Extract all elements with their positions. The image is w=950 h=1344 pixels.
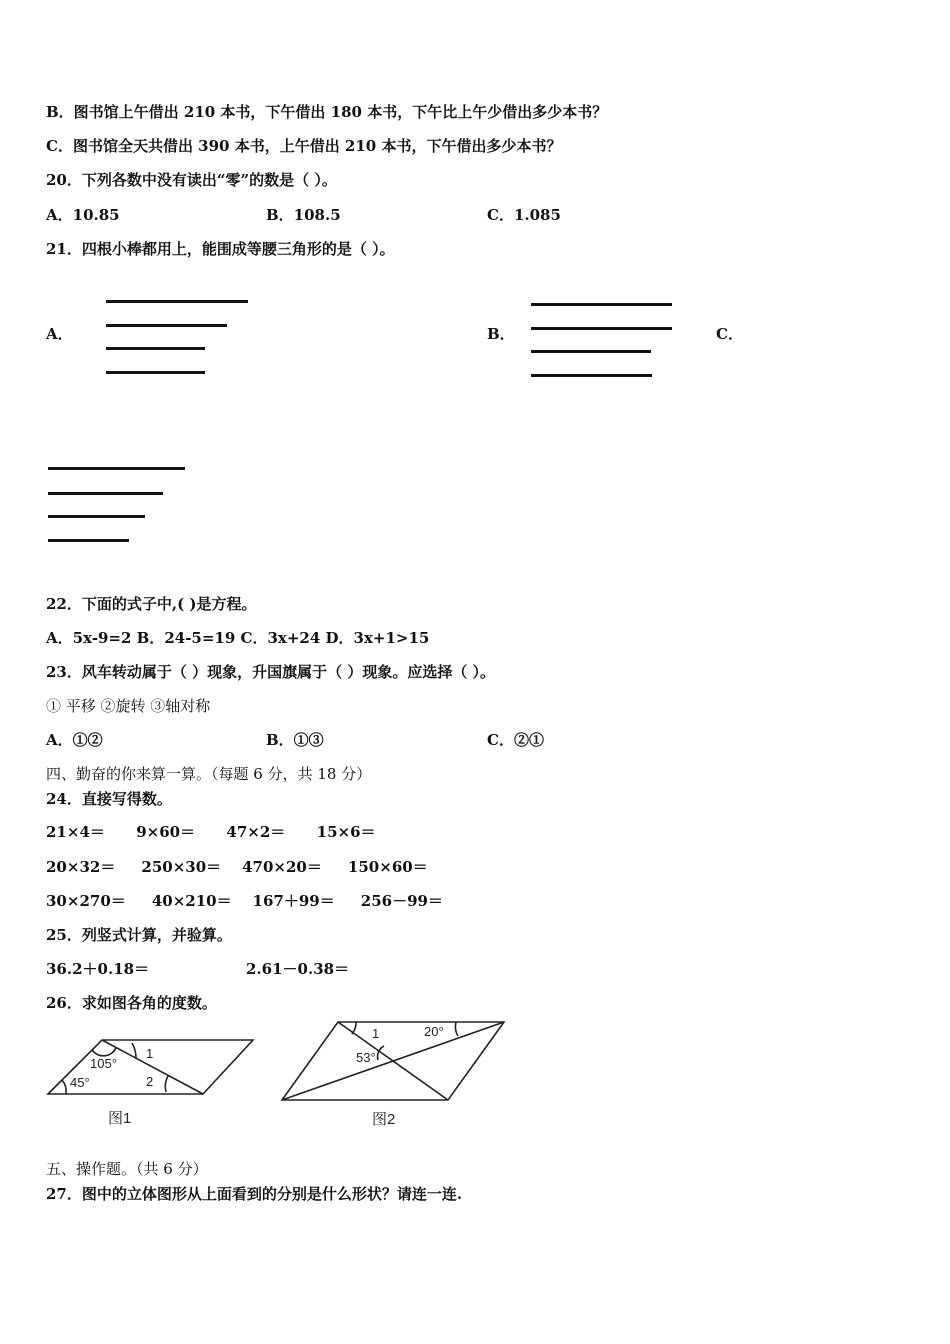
q22-stem: 22．下面的式子中,( )是方程。 (46, 595, 257, 613)
q20-option-c: C．1.085 (487, 206, 561, 224)
stick-a3 (106, 347, 205, 350)
q21-option-a: A． (46, 325, 73, 343)
fig1-arc-105 (92, 1048, 116, 1056)
figure-2 (276, 1016, 512, 1134)
fig2-angle-53: 53° (356, 1050, 376, 1065)
q24-row1: 21×4＝ 9×60＝ 47×2＝ 15×6＝ (46, 823, 376, 841)
fig2-angle-20: 20° (424, 1024, 444, 1039)
q22-options: A．5x-9=2 B．24-5=19 C．3x+24 D．3x+1>15 (46, 629, 430, 647)
fig2-arc-1 (352, 1022, 356, 1034)
stick-a4 (106, 371, 205, 374)
section4-title: 四、勤奋的你来算一算。（每题 6 分，共 18 分） (46, 765, 372, 783)
stick-b1 (531, 303, 672, 306)
fig1-arc-45 (62, 1080, 66, 1094)
stick-c3 (48, 515, 145, 518)
fig1-caption: 图1 (108, 1110, 132, 1127)
fig1-arc-2 (165, 1076, 168, 1092)
stick-b4 (531, 374, 652, 377)
stick-a1 (106, 300, 248, 303)
stick-c4 (48, 539, 129, 542)
q23-option-c: C．②① (487, 731, 544, 749)
q24-stem: 24．直接写得数。 (46, 790, 172, 808)
q27-stem: 27．图中的立体图形从上面看到的分别是什么形状？请连一连. (46, 1185, 463, 1203)
fig1-angle-105: 105° (90, 1056, 117, 1071)
figure-1 (40, 1030, 262, 1135)
q20-option-a: A．10.85 (46, 206, 120, 224)
stick-c1 (48, 467, 185, 470)
fig2-caption: 图2 (372, 1111, 396, 1128)
q25-right: 2.61－0.38＝ (246, 960, 350, 978)
fig2-arc-20 (455, 1022, 458, 1036)
q23-stem: 23．风车转动属于（ ）现象，升国旗属于（ ）现象。应选择（ ）。 (46, 663, 496, 681)
q26-stem: 26．求如图各角的度数。 (46, 994, 217, 1012)
q19-option-c: C．图书馆全天共借出 390 本书，上午借出 210 本书，下午借出多少本书？ (46, 137, 562, 155)
fig2-diagonal-2 (282, 1022, 504, 1100)
q24-row2: 20×32＝ 250×30＝ 470×20＝ 150×60＝ (46, 858, 428, 876)
q20-stem: 20．下列各数中没有读出“零”的数是（ ）。 (46, 171, 337, 189)
q25-stem: 25．列竖式计算，并验算。 (46, 926, 232, 944)
stick-b3 (531, 350, 651, 353)
q23-option-b: B．①③ (266, 731, 324, 749)
q24-row3: 30×270＝ 40×210＝ 167＋99＝ 256－99＝ (46, 892, 443, 910)
section5-title: 五、操作题。（共 6 分） (46, 1160, 208, 1178)
stick-b2 (531, 327, 672, 330)
fig1-angle-45: 45° (70, 1075, 90, 1090)
q20-option-b: B．108.5 (266, 206, 341, 224)
q23-option-a: A．①② (46, 731, 103, 749)
q21-stem: 21．四根小棒都用上，能围成等腰三角形的是（ ）。 (46, 240, 395, 258)
q23-choices: ① 平移 ②旋转 ③轴对称 (46, 697, 211, 715)
fig1-label-2: 2 (146, 1074, 154, 1089)
stick-a2 (106, 324, 227, 327)
q19-option-b: B．图书馆上午借出 210 本书，下午借出 180 本书，下午比上午少借出多少本书？ (46, 103, 608, 121)
q21-option-c: C． (716, 325, 743, 343)
fig2-label-1: 1 (372, 1026, 380, 1041)
q25-left: 36.2＋0.18＝ (46, 960, 150, 978)
fig1-label-1: 1 (146, 1046, 154, 1061)
stick-c2 (48, 492, 163, 495)
q21-option-b: B． (487, 325, 515, 343)
